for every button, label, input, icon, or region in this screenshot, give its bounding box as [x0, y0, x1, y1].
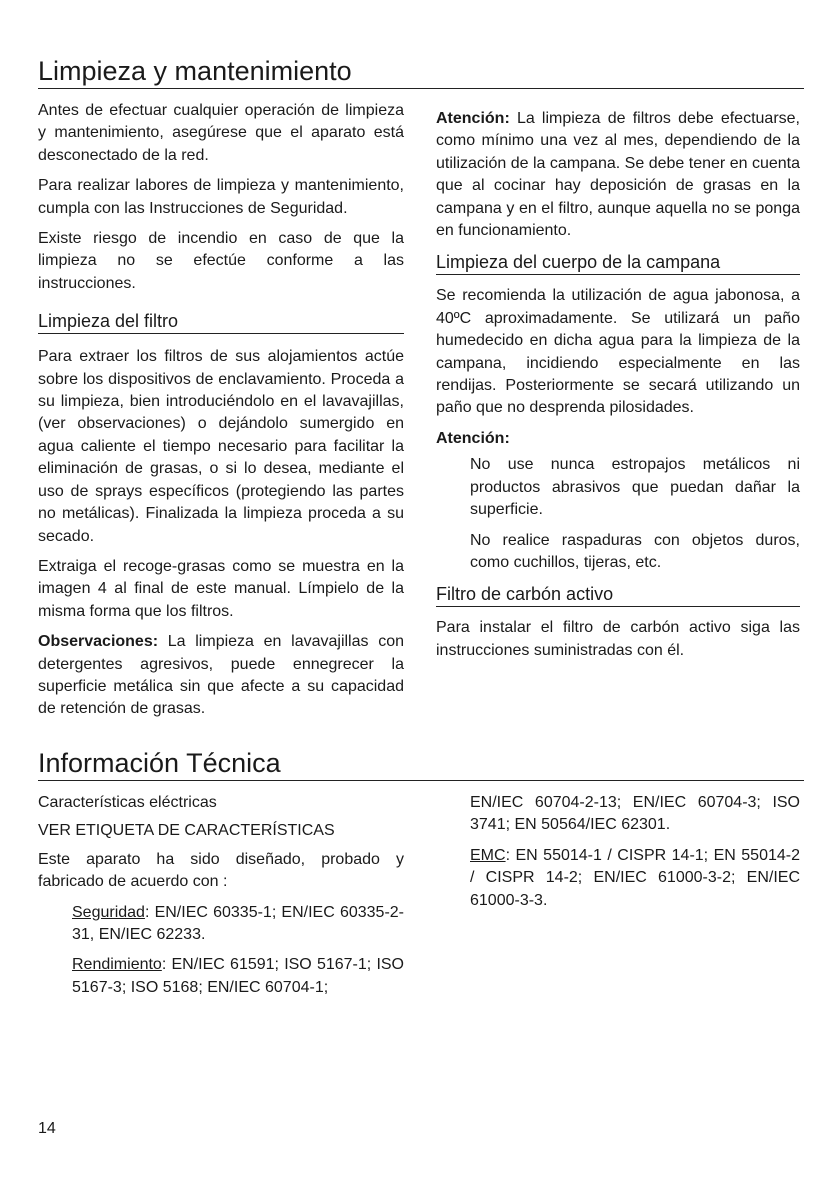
paragraph: Extraiga el recoge-grasas como se muestra en la imagen 4 al final de este manual. Límpielo de la misma forma que los filtros. — [38, 557, 404, 620]
electrical-characteristics: Características eléctricas — [38, 794, 217, 811]
right-column-technical — [470, 792, 800, 920]
emc-label: EMC — [470, 846, 506, 864]
attention-paragraph — [436, 108, 800, 242]
filter-cleaning-heading: Limpieza del filtro — [38, 309, 404, 334]
page-number: 14 — [38, 1120, 56, 1137]
attention-label: Atención: — [436, 110, 510, 127]
warning-item: No use nunca estropajos metálicos ni productos abrasivos que puedan dañar la superficie. — [470, 456, 800, 519]
emc-standards — [470, 845, 800, 912]
body-cleaning-heading: Limpieza del cuerpo de la campana — [436, 250, 800, 275]
safety-standards — [38, 902, 404, 947]
see-label: VER ETIQUETA DE CARACTERÍSTICAS — [38, 822, 335, 840]
right-column-maintenance — [436, 108, 800, 670]
paragraph: Se recomienda la utilización de agua jabonosa, a 40ºC aproximadamente. Se utilizará un paño humedecido en dicha agua para la limpieza de la campana, incidiendo especialmente en las rendijas. Posteriormente se secará utilizando un paño que no desprenda pilosidades. — [436, 287, 800, 417]
emc-text: : EN 55014-1 / CISPR 14-1; EN 55014-2 / CISPR 14-2; EN/IEC 61000-3-2; EN/IEC 61000-3-3. — [470, 846, 800, 909]
attention-label-2: Atención: — [436, 429, 510, 447]
paragraph: Para extraer los filtros de sus alojamientos actúe sobre los dispositivos de enclavamiento. Proceda a su limpieza, bien introduciéndolo en el lavavajillas, (ver observaciones) o dejándolo sumergido en agua caliente el tiempo necesario para facilitar la eliminación de grasas, o si lo desea, mediante el uso de sprays específicos (protegiendo las partes no metálicas). Finalizada la limpieza proceda a su secado. — [38, 348, 404, 545]
carbon-filter-heading: Filtro de carbón activo — [436, 582, 800, 607]
performance-standards-cont: EN/IEC 60704-2-13; EN/IEC 60704-3; ISO 3741; EN 50564/IEC 62301. — [470, 794, 800, 834]
performance-label: Rendimiento — [72, 956, 162, 974]
left-column-maintenance — [38, 100, 404, 729]
paragraph: Para realizar labores de limpieza y mantenimiento, cumpla con las Instrucciones de Seguridad. — [38, 177, 404, 217]
performance-standards — [38, 954, 404, 999]
observations-paragraph — [38, 631, 404, 721]
safety-label: Seguridad — [72, 903, 145, 921]
attention-text: La limpieza de filtros debe efectuarse, como mínimo una vez al mes, dependiendo de la utilización de la campana. Se debe tener en cuenta que al cocinar hay deposición de grasas en la campana y en el filtro, aunque aquella no se ponga en funcionamiento. — [436, 110, 800, 240]
paragraph: Existe riesgo de incendio en caso de que la limpieza no se efectúe conforme a las instrucciones. — [38, 230, 404, 292]
performance-text: : EN/IEC 61591; ISO 5167-1; ISO 5167-3; ISO 5168; EN/IEC 60704-1; — [72, 956, 404, 996]
safety-text: : EN/IEC 60335-1; EN/IEC 60335-2-31, EN/IEC 62233. — [72, 903, 404, 944]
paragraph: Para instalar el filtro de carbón activo siga las instrucciones suministradas con él. — [436, 619, 800, 659]
warning-item: No realice raspaduras con objetos duros, como cuchillos, tijeras, etc. — [470, 531, 800, 571]
section-title-limpieza: Limpieza y mantenimiento — [38, 54, 804, 89]
observations-label: Observaciones: — [38, 633, 159, 651]
section-title-informacion-tecnica: Información Técnica — [38, 746, 804, 781]
paragraph: Este aparato ha sido diseñado, probado y fabricado de acuerdo con : — [38, 850, 404, 891]
left-column-technical — [38, 792, 404, 1007]
observations-text: La limpieza en lavavajillas con detergentes agresivos, puede ennegrecer la superficie metálica sin que afecte a su capacidad de retención de grasas. — [38, 633, 404, 718]
paragraph: Antes de efectuar cualquier operación de limpieza y mantenimiento, asegúrese que el aparato está desconectado de la red. — [38, 102, 404, 164]
